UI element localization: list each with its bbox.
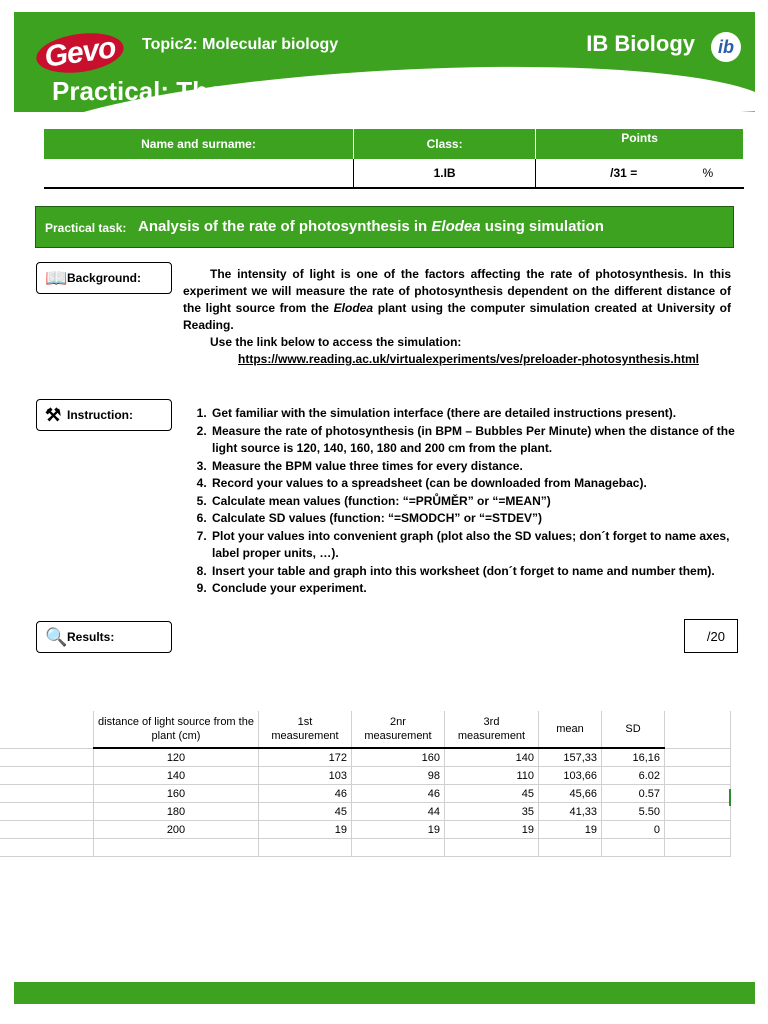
ib-logo: ib [711,32,741,62]
magnifier-icon: 🔍 [45,627,68,647]
table-row: 160 46 46 45 45,66 0.57 [0,785,731,803]
table-row: 180 45 44 35 41,33 5.50 [0,803,731,821]
background-text: The intensity of light is one of the factors affecting the rate of photosynthesis. In this experiment we will measure the rate of photosynthesis dependent on the different distance of the light source from the Elodea plant using the computer simulation created at University of Reading. Use the link below to access the simulation: https://www.reading.ac.uk/virtualexperiments/ves/preloader-photosynthesis.html [183,267,732,366]
results-table [0,711,731,857]
list-item: 4. Record your values to a spreadsheet (can be downloaded from Managebac). [210,475,758,493]
points-header: Points [536,129,744,159]
col-header-sd: SD [602,711,665,748]
instruction-label: Instruction: [67,408,133,422]
background-label: Background: [67,271,142,285]
subject-label: IB Biology [586,31,695,56]
name-value[interactable] [44,159,354,188]
tools-icon: ⚒ [45,405,62,425]
col-header-distance: distance of light source from the plant (cm) [94,711,259,748]
results-label-box [36,621,172,653]
list-item: 8. Insert your table and graph into this worksheet (don´t forget to name and number them). [210,563,758,581]
book-icon: 📖 [45,268,68,288]
header-banner [14,12,755,112]
list-item: 1. Get familiar with the simulation interface (there are detailed instructions present). [210,405,758,423]
table-row: 200 19 19 19 19 0 [0,821,731,839]
list-item: 3. Measure the BPM value three times for every distance. [210,458,758,476]
list-item: 6. Calculate SD values (function: “=SMODCH” or “=STDEV”) [210,510,758,528]
task-title: Analysis of the rate of photosynthesis in Elodea using simulation [138,218,604,235]
background-label-box [36,262,172,294]
list-item: 5. Calculate mean values (function: “=PRŮMĚR” or “=MEAN”) [210,493,758,511]
points-value [536,159,744,188]
results-points-box: /20 [684,619,738,653]
points-total: /31 = [610,166,638,180]
gevo-logo: Gevo [34,28,126,78]
list-item: 9. Conclude your experiment. [210,580,758,598]
col-header-mean: mean [539,711,602,748]
class-value: 1.IB [354,159,536,188]
percent-sign: % [702,166,714,180]
col-header-3rd: 3rd measurement [445,711,539,748]
col-header-1st: 1st measurement [259,711,352,748]
list-item: 7. Plot your values into convenient graph (plot also the SD values; don´t forget to name axes, label proper units, …). [210,528,758,563]
name-header: Name and surname: [44,129,354,159]
simulation-link[interactable]: https://www.reading.ac.uk/virtualexperiments/ves/preloader-photosynthesis.html [238,352,699,366]
table-spacer [0,711,94,748]
practical-task-banner [35,206,734,248]
table-row: 140 103 98 110 103,66 6.02 [0,767,731,785]
cell-cursor [729,789,731,806]
class-header: Class: [354,129,536,159]
table-row: 120 172 160 140 157,33 16,16 [0,748,731,767]
results-label: Results: [67,630,115,644]
student-info-table [44,129,744,189]
instruction-label-box [36,399,172,431]
page-title: Practical: The rate of photosynthesis [52,76,509,106]
table-row [0,839,731,857]
col-header-2nd: 2nr measurement [352,711,445,748]
table-spacer [665,711,731,748]
list-item: 2. Measure the rate of photosynthesis (in BPM – Bubbles Per Minute) when the distance of the light source is 120, 140, 160, 180 and 200 cm from the plant. [210,423,758,458]
topic-label: Topic2: Molecular biology [142,36,339,53]
footer-bar [14,982,755,1004]
instruction-list [183,405,758,598]
task-prefix: Practical task: [45,221,127,235]
